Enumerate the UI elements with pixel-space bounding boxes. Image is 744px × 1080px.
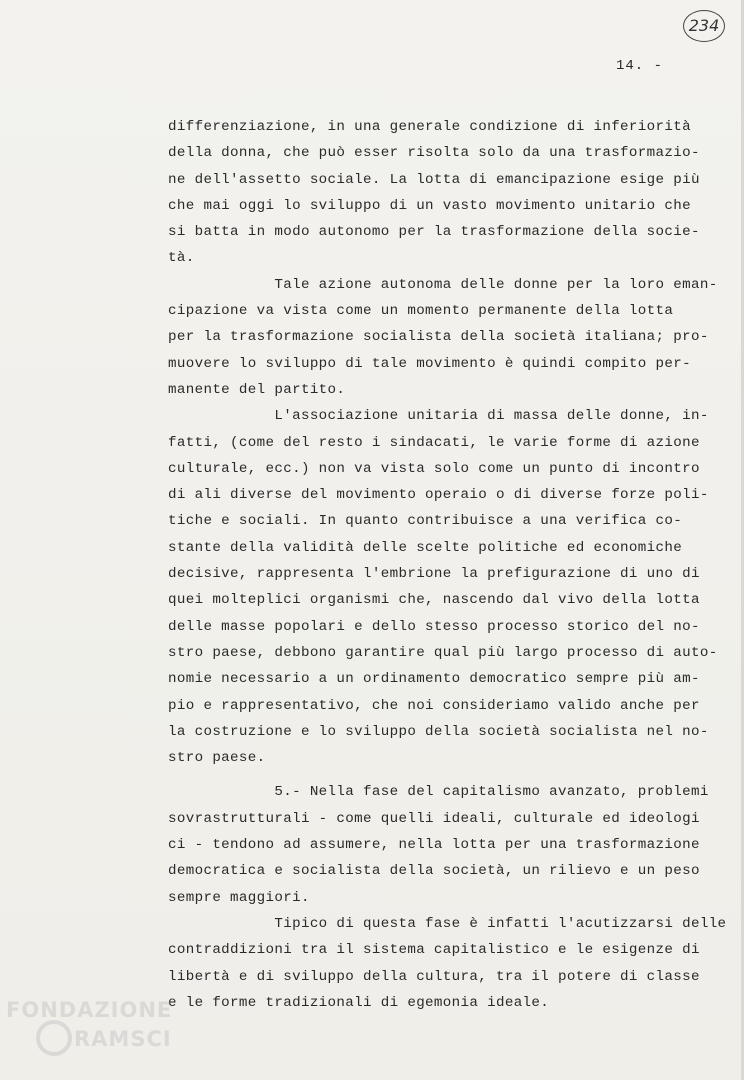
watermark-g-logo-icon [36, 1020, 72, 1056]
text-line: della donna, che può esser risolta solo da una trasformazio- [168, 145, 700, 162]
text-line: sempre maggiori. [168, 889, 310, 906]
text-line: muovere lo sviluppo di tale movimento è quindi compito per- [168, 355, 691, 372]
text-line: la costruzione e lo sviluppo della società socialista nel no- [168, 723, 709, 740]
paragraph-gap [168, 771, 728, 779]
text-line: nomie necessario a un ordinamento democratico sempre più am- [168, 671, 700, 688]
text-line: cipazione va vista come un momento permanente della lotta [168, 303, 674, 320]
text-line: Tale azione autonoma delle donne per la loro eman- [168, 276, 718, 293]
text-line: stro paese. [168, 750, 266, 767]
text-line: differenziazione, in una generale condizione di inferiorità [168, 119, 691, 135]
text-line: quei molteplici organismi che, nascendo dal vivo della lotta [168, 592, 700, 609]
text-line: tà. [168, 250, 195, 267]
text-line: stro paese, debbono garantire qual più largo processo di auto- [168, 644, 718, 661]
text-line: che mai oggi lo sviluppo di un vasto movimento unitario che [168, 197, 691, 214]
text-line: 5.- Nella fase del capitalismo avanzato, problemi [168, 784, 709, 801]
text-line: fatti, (come del resto i sindacati, le varie forme di azione [168, 434, 700, 451]
fondazione-gramsci-watermark [6, 998, 172, 1058]
text-line: culturale, ecc.) non va vista solo come un punto di incontro [168, 460, 700, 477]
watermark-line-2: RAMSCI [74, 1027, 172, 1051]
text-line: e le forme tradizionali di egemonia ideale. [168, 994, 550, 1011]
text-line: tiche e sociali. In quanto contribuisce a una verifica co- [168, 513, 683, 530]
text-line: delle masse popolari e dello stesso processo storico del no- [168, 618, 700, 635]
text-line: contraddizioni tra il sistema capitalistico e le esigenze di [168, 942, 700, 959]
text-line: decisive, rappresenta l'embrione la prefigurazione di uno di [168, 566, 700, 583]
text-line: manente del partito. [168, 381, 346, 398]
page-number: 14. - [616, 58, 664, 74]
typed-body-text [168, 114, 728, 1016]
text-line: si batta in modo autonomo per la trasformazione della socie- [168, 224, 700, 241]
text-line: pio e rappresentativo, che noi consideriamo valido anche per [168, 697, 700, 714]
text-line: sovrastrutturali - come quelli ideali, culturale ed ideologi [168, 810, 700, 827]
watermark-line-1: FONDAZIONE [6, 998, 173, 1022]
text-line: ne dell'assetto sociale. La lotta di emancipazione esige più [168, 171, 700, 188]
text-line: libertà e di sviluppo della cultura, tra il potere di classe [168, 968, 700, 985]
text-line: Tipico di questa fase è infatti l'acutizzarsi delle [168, 915, 727, 932]
text-line: democratica e socialista della società, un rilievo e un peso [168, 863, 700, 880]
archive-stamp: 234 [683, 10, 725, 42]
text-line: ci - tendono ad assumere, nella lotta per una trasformazione [168, 837, 700, 854]
text-line: per la trasformazione socialista della società italiana; pro- [168, 329, 709, 346]
text-line: di ali diverse del movimento operaio o di diverse forze poli- [168, 487, 709, 504]
text-line: L'associazione unitaria di massa delle donne, in- [168, 408, 709, 425]
text-line: stante della validità delle scelte politiche ed economiche [168, 539, 683, 556]
